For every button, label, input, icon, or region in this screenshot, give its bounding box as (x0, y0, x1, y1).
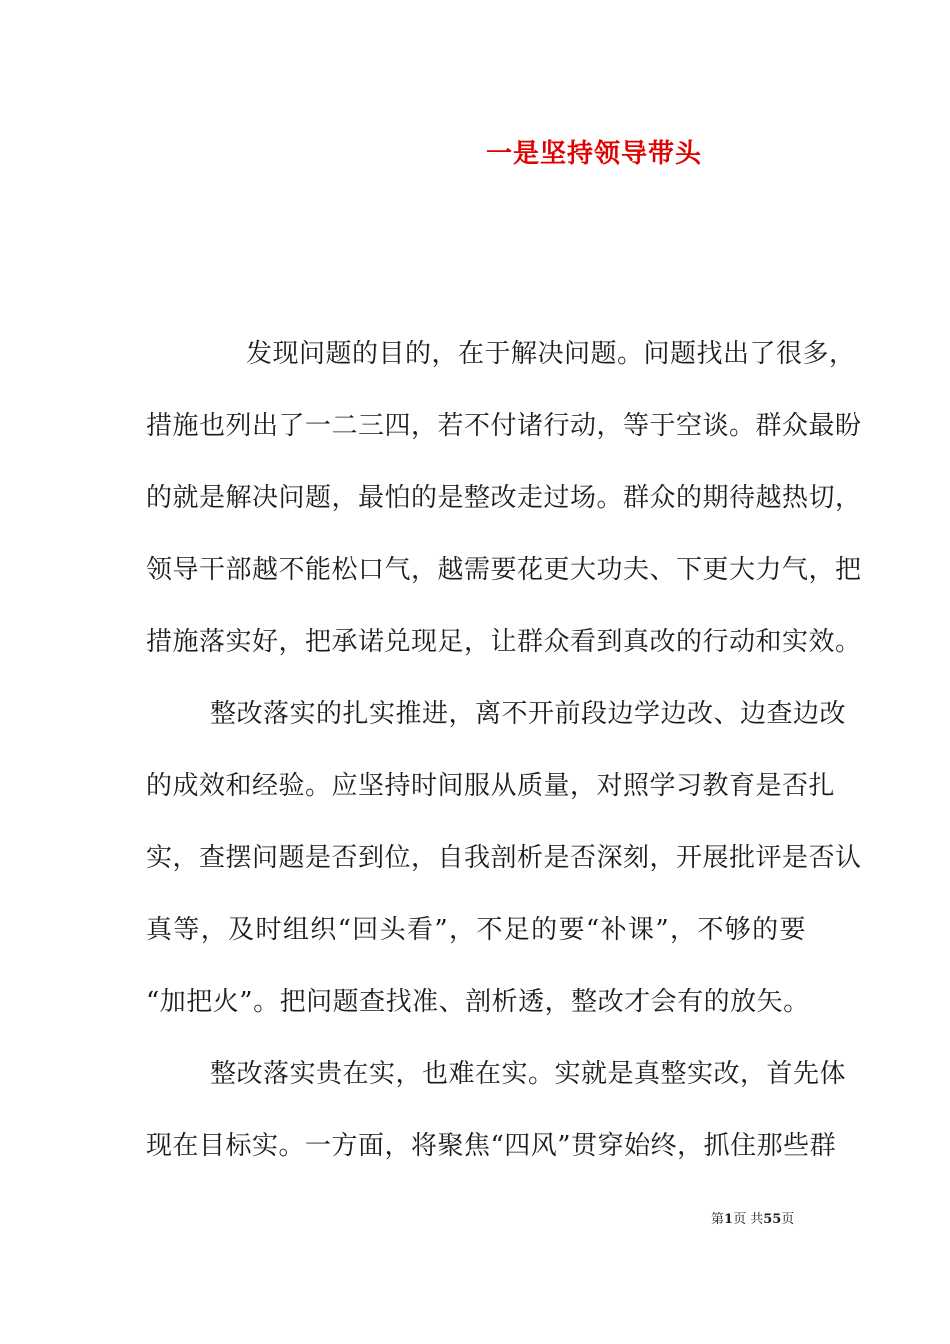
paragraph-1-line-5: 措施落实好，把承诺兑现足，让群众看到真改的行动和实效。 (146, 627, 862, 657)
paragraph-2-line-3: 实，查摆问题是否到位，自我剖析是否深刻，开展批评是否认 (146, 843, 862, 873)
paragraph-3-line-2: 现在目标实。一方面，将聚焦“四风”贯穿始终，抓住那些群 (146, 1131, 837, 1161)
paragraph-2-line-5: “加把火”。把问题查找准、剖析透，整改才会有的放矢。 (146, 987, 810, 1017)
footer-page-number: 1 (724, 1212, 734, 1227)
paragraph-1-line-2: 措施也列出了一二三四，若不付诸行动，等于空谈。群众最盼 (146, 411, 862, 441)
paragraph-3-line-1: 整改落实贵在实，也难在实。实就是真整实改，首先体 (210, 1059, 847, 1089)
paragraph-2-line-1: 整改落实的扎实推进，离不开前段边学边改、边查边改 (210, 699, 847, 729)
paragraph-1-line-3: 的就是解决问题，最怕的是整改走过场。群众的期待越热切， (146, 483, 862, 513)
footer-total-pages: 55 (763, 1212, 782, 1227)
paragraph-1-line-1: 发现问题的目的，在于解决问题。问题找出了很多， (246, 339, 856, 369)
footer-middle: 页 共 (733, 1212, 764, 1227)
footer-prefix: 第 (711, 1212, 725, 1227)
paragraph-1-line-4: 领导干部越不能松口气，越需要花更大功夫、下更大力气，把 (146, 555, 862, 585)
paragraph-2-line-4: 真等，及时组织“回头看”，不足的要“补课”，不够的要 (146, 915, 806, 945)
document-title: 一是坚持领导带头 (486, 139, 703, 169)
page-footer (711, 1208, 794, 1227)
paragraph-2-line-2: 的成效和经验。应坚持时间服从质量，对照学习教育是否扎 (146, 771, 836, 801)
footer-suffix: 页 (781, 1212, 795, 1227)
